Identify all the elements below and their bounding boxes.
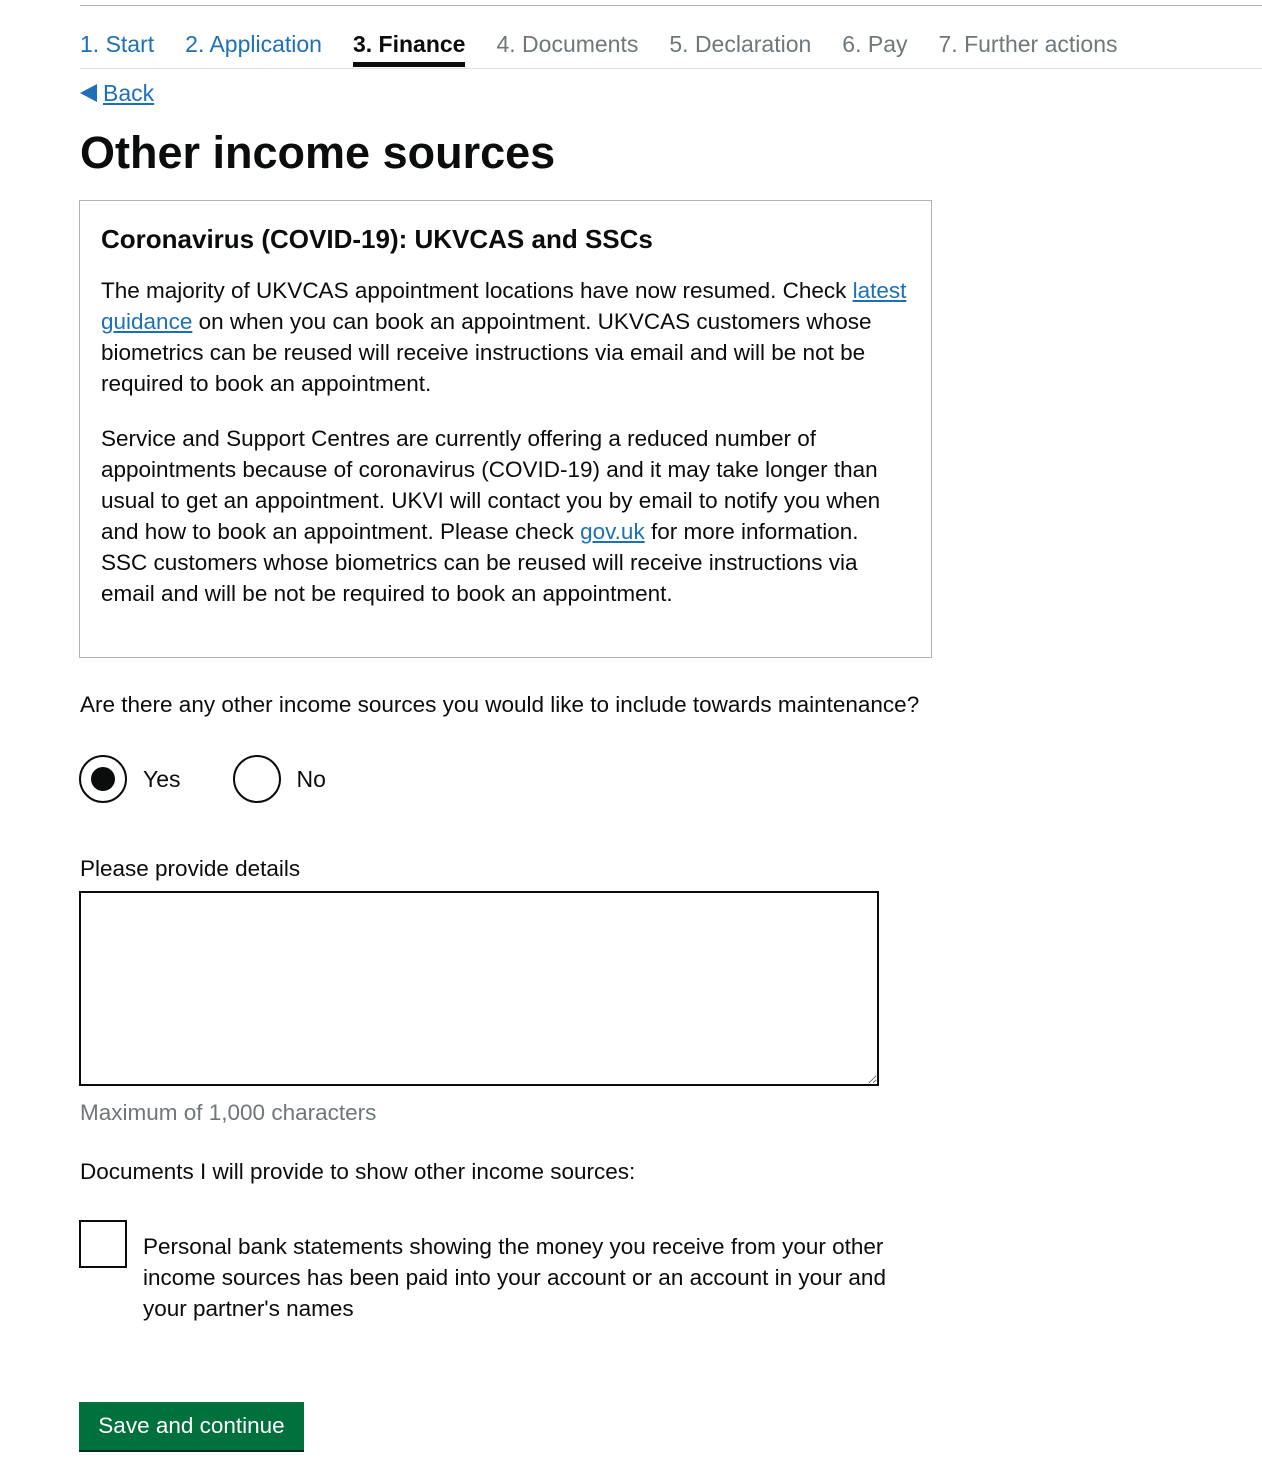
radio-yes[interactable] [79,755,181,803]
step-finance: 3. Finance [353,26,465,67]
radio-yes-label[interactable]: Yes [143,766,181,792]
notice-p1-text-end: on when you can book an appointment. UKVCAS customers whose biometrics can be reused will receive instructions via email and will be not be required to book an appointment. [101,309,872,396]
step-further-actions: 7. Further actions [938,31,1118,57]
notice-paragraph-1 [101,275,911,399]
bank-statements-checkbox[interactable] [79,1220,127,1268]
notice-p1-text-start: The majority of UKVCAS appointment locations have now resumed. Check [101,278,853,303]
radio-no-label[interactable]: No [296,766,326,792]
step-application[interactable]: 2. Application [185,31,322,57]
notice-paragraph-2 [101,423,911,609]
details-textarea[interactable] [79,891,879,1086]
back-arrow-icon [80,84,97,102]
gov-uk-link[interactable]: gov.uk [580,519,645,544]
step-documents: 4. Documents [496,31,639,57]
save-and-continue-button[interactable]: Save and continue [79,1402,304,1450]
radio-yes-circle[interactable] [79,755,127,803]
income-sources-question: Are there any other income sources you would like to include towards maintenance? [80,692,920,717]
notice-p2-text-start: Service and Support Centres are currently offering a reduced number of appointments because of coronavirus (COVID-19) and it may take longer than usual to get an appointment. UKVI will contact you by email to notify you when and how to book an appointment. Please check [101,426,881,544]
documents-label: Documents I will provide to show other income sources: [80,1159,636,1184]
step-pay: 6. Pay [842,31,908,57]
back-link-container[interactable] [80,76,154,110]
details-label: Please provide details [80,856,301,881]
bank-statements-option[interactable] [79,1220,909,1324]
notice-heading: Coronavirus (COVID-19): UKVCAS and SSCs [101,224,653,254]
step-start[interactable]: 1. Start [80,31,155,57]
page-title: Other income sources [80,127,556,178]
steps-divider [80,68,1262,69]
character-limit-hint: Maximum of 1,000 characters [80,1100,377,1125]
top-divider [80,5,1262,6]
bank-statements-label[interactable]: Personal bank statements showing the money you receive from your other income sources has been paid into your account or an account in your and your partner's names [143,1234,886,1321]
covid-notice-panel [79,200,932,658]
income-sources-radios [79,755,378,803]
latest-guidance-link[interactable]: latest guidance [101,278,907,334]
step-declaration: 5. Declaration [669,31,812,57]
notice-p2-text-end: for more information. SSC customers whose biometrics can be reused will receive instructions via email and will be not be required to book an appointment. [101,519,859,606]
back-link[interactable]: Back [103,80,155,106]
radio-no-circle[interactable] [233,755,281,803]
step-navigation [80,26,1148,67]
radio-no[interactable] [233,755,326,803]
